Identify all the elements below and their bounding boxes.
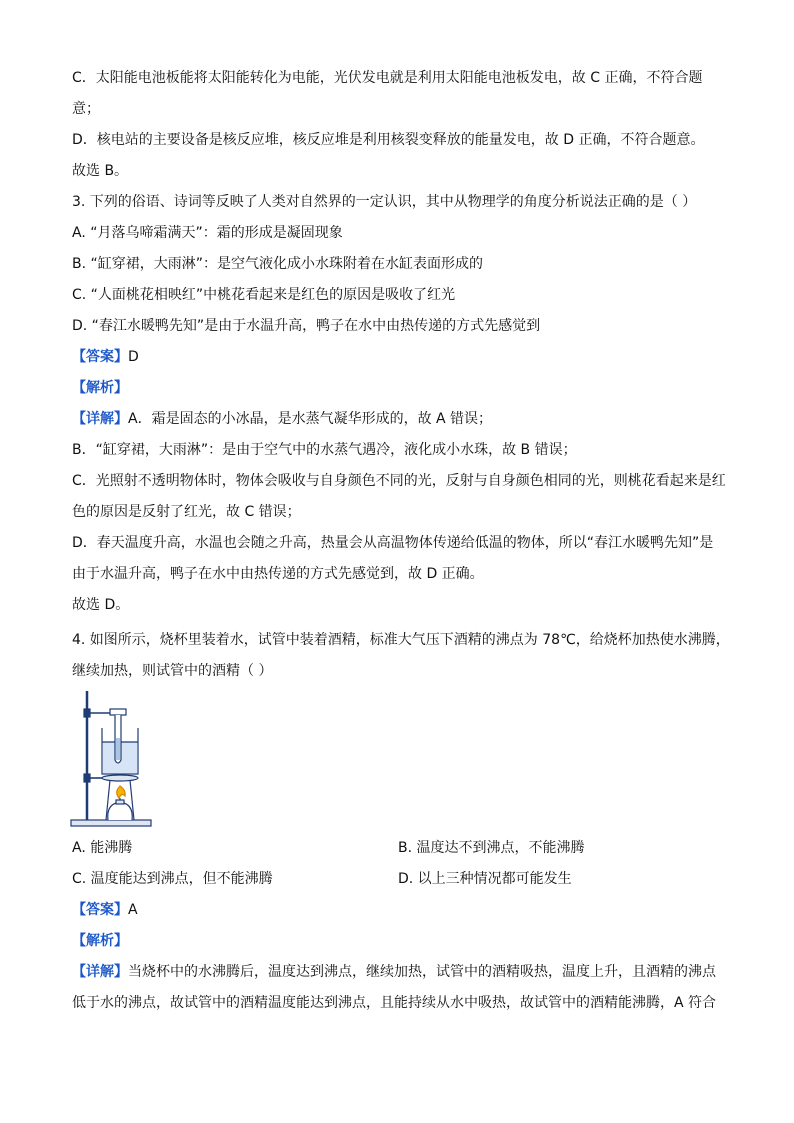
text-line: 意； — [72, 101, 100, 117]
q4-detail-line: 低于水的沸点，故试管中的酒精温度能达到沸点，且能持续从水中吸热，故试管中的酒精能沸腾，A 符合 — [72, 995, 717, 1011]
detail-tag: 【详解】 — [72, 411, 128, 427]
q4-option-c: C. 温度能达到沸点，但不能沸腾 — [72, 871, 273, 887]
q3-option-a: A. “月落乌啼霜满天”：霜的形成是凝固现象 — [72, 225, 343, 241]
text-line: D．核电站的主要设备是核反应堆，核反应堆是利用核裂变释放的能量发电，故 D 正确，不符合题意。 — [72, 132, 705, 148]
question-3-stem: 3. 下列的俗语、诗词等反映了人类对自然界的一定认识，其中从物理学的角度分析说法正确的是（ ） — [72, 194, 697, 210]
answer-value: A — [128, 902, 138, 918]
q3-option-b: B. “缸穿裙，大雨淋”：是空气液化成小水珠附着在水缸表面形成的 — [72, 256, 484, 272]
boiling-apparatus-figure — [70, 688, 154, 830]
detail-tag: 【详解】 — [72, 964, 128, 980]
question-4-stem: 4. 如图所示，烧杯里装着水，试管中装着酒精，标准大气压下酒精的沸点为 78℃，给烧杯加热使水沸腾， — [72, 632, 730, 648]
q4-analysis-tag: 【解析】 — [72, 933, 128, 949]
answer-tag: 【答案】 — [72, 902, 128, 918]
q4-option-b: B. 温度达不到沸点，不能沸腾 — [398, 840, 585, 856]
text-line: C．太阳能电池板能将太阳能转化为电能，光伏发电就是利用太阳能电池板发电，故 C 正确，不符合题 — [72, 70, 703, 86]
q3-detail-line: C．光照射不透明物体时，物体会吸收与自身颜色不同的光，反射与自身颜色相同的光，则桃花看起来是红 — [72, 473, 726, 489]
q3-detail-line: 色的原因是反射了红光，故 C 错误； — [72, 504, 301, 520]
q3-analysis-tag: 【解析】 — [72, 380, 128, 396]
q3-detail-line: D．春天温度升高，水温也会随之升高，热量会从高温物体传递给低温的物体，所以“春江水暖鸭先知”是 — [72, 535, 714, 551]
text-line: 故选 B。 — [72, 163, 129, 179]
answer-value: D — [128, 349, 139, 365]
q3-option-c: C. “人面桃花相映红”中桃花看起来是红色的原因是吸收了红光 — [72, 287, 456, 303]
q4-answer — [72, 900, 138, 920]
answer-tag: 【答案】 — [72, 349, 128, 365]
q3-conclusion: 故选 D。 — [72, 597, 130, 613]
q3-option-d: D. “春江水暖鸭先知”是由于水温升高，鸭子在水中由热传递的方式先感觉到 — [72, 318, 541, 334]
question-4-stem: 继续加热，则试管中的酒精（ ） — [72, 663, 273, 679]
q4-option-a: A. 能沸腾 — [72, 840, 133, 856]
q4-detail-line: 【详解】当烧杯中的水沸腾后，温度达到沸点，继续加热，试管中的酒精吸热，温度上升，且酒精的沸点 — [72, 964, 716, 980]
q3-detail-line: 【详解】A．霜是固态的小冰晶，是水蒸气凝华形成的，故 A 错误； — [72, 411, 493, 427]
q3-answer — [72, 347, 139, 367]
q3-detail-line: B．“缸穿裙，大雨淋”：是由于空气中的水蒸气遇冷，液化成小水珠，故 B 错误； — [72, 442, 577, 458]
q4-option-d: D. 以上三种情况都可能发生 — [398, 871, 572, 887]
q3-detail-line: 由于水温升高，鸭子在水中由热传递的方式先感觉到，故 D 正确。 — [72, 566, 484, 582]
